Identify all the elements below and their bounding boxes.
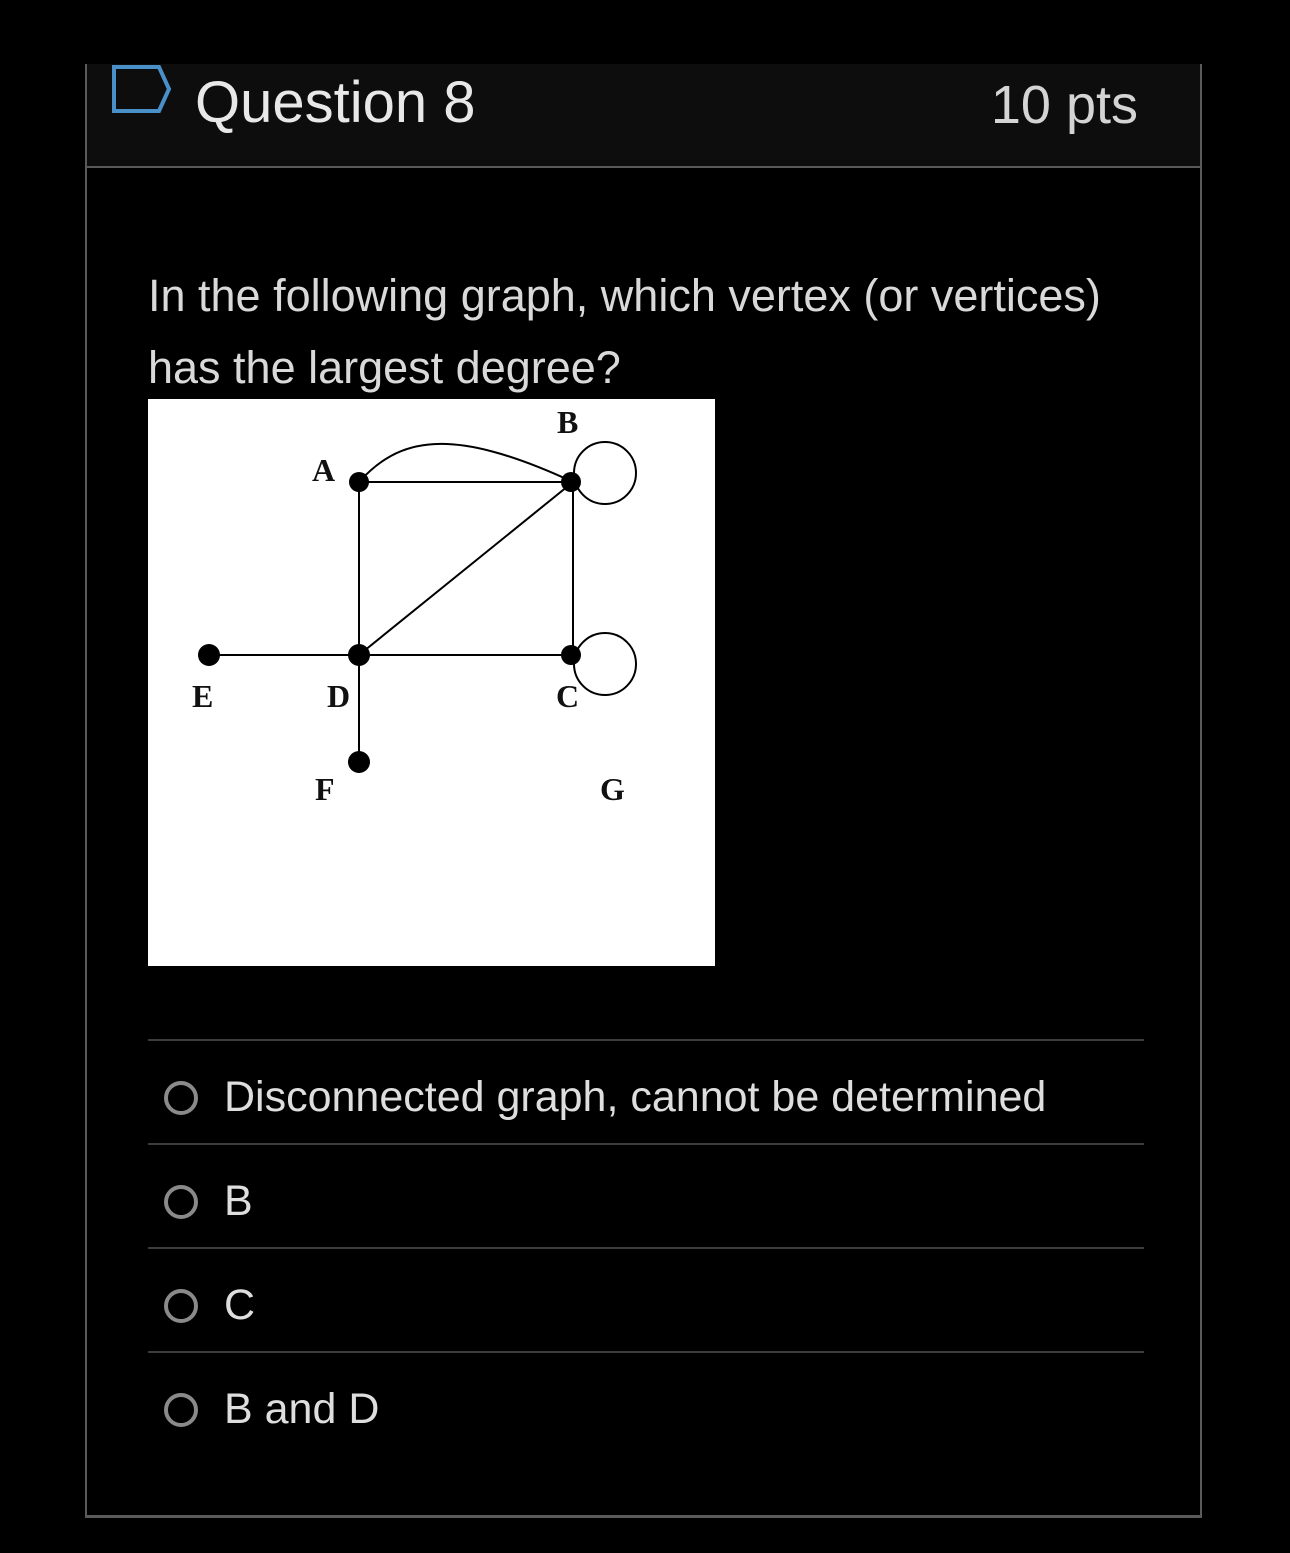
- answer-list: [148, 1039, 1144, 1455]
- question-text: In the following graph, which vertex (or vertices) has the largest degree?: [148, 270, 1101, 393]
- answer-label: Disconnected graph, cannot be determined: [224, 1073, 1047, 1121]
- answer-option[interactable]: [148, 1351, 1144, 1455]
- answer-label: B: [224, 1177, 253, 1225]
- radio-button[interactable]: [164, 1081, 198, 1115]
- vertex-label-g: G: [600, 771, 625, 807]
- vertex-label-d: D: [327, 678, 351, 714]
- question-points: 10 pts: [990, 75, 1138, 135]
- answer-option[interactable]: [148, 1247, 1144, 1351]
- loop-b: [574, 442, 636, 504]
- question-card: [85, 64, 1202, 1518]
- radio-button[interactable]: [164, 1185, 198, 1219]
- vertex-d: [348, 644, 370, 666]
- question-title: Question 8: [195, 70, 476, 135]
- loop-c: [574, 633, 636, 695]
- radio-button[interactable]: [164, 1393, 198, 1427]
- graph-diagram: [148, 399, 715, 966]
- vertex-label-a: A: [312, 452, 336, 488]
- vertex-a: [349, 472, 369, 492]
- question-header: [87, 64, 1200, 168]
- vertex-e: [198, 644, 220, 666]
- vertex-label-e: E: [192, 678, 214, 714]
- edge-a-b-curved: [359, 444, 573, 482]
- vertex-label-b: B: [557, 404, 579, 440]
- vertex-label-c: C: [556, 678, 580, 714]
- radio-button[interactable]: [164, 1289, 198, 1323]
- answer-label: C: [224, 1281, 256, 1329]
- graph-figure: [148, 399, 715, 966]
- vertex-label-f: F: [315, 771, 335, 807]
- vertex-c: [561, 645, 581, 665]
- answer-option[interactable]: [148, 1143, 1144, 1247]
- edge-b-d: [359, 482, 573, 655]
- bookmark-flag-icon[interactable]: [111, 65, 175, 115]
- vertex-f: [348, 751, 370, 773]
- answer-option[interactable]: [148, 1039, 1144, 1143]
- vertex-b: [561, 472, 581, 492]
- answer-label: B and D: [224, 1385, 380, 1433]
